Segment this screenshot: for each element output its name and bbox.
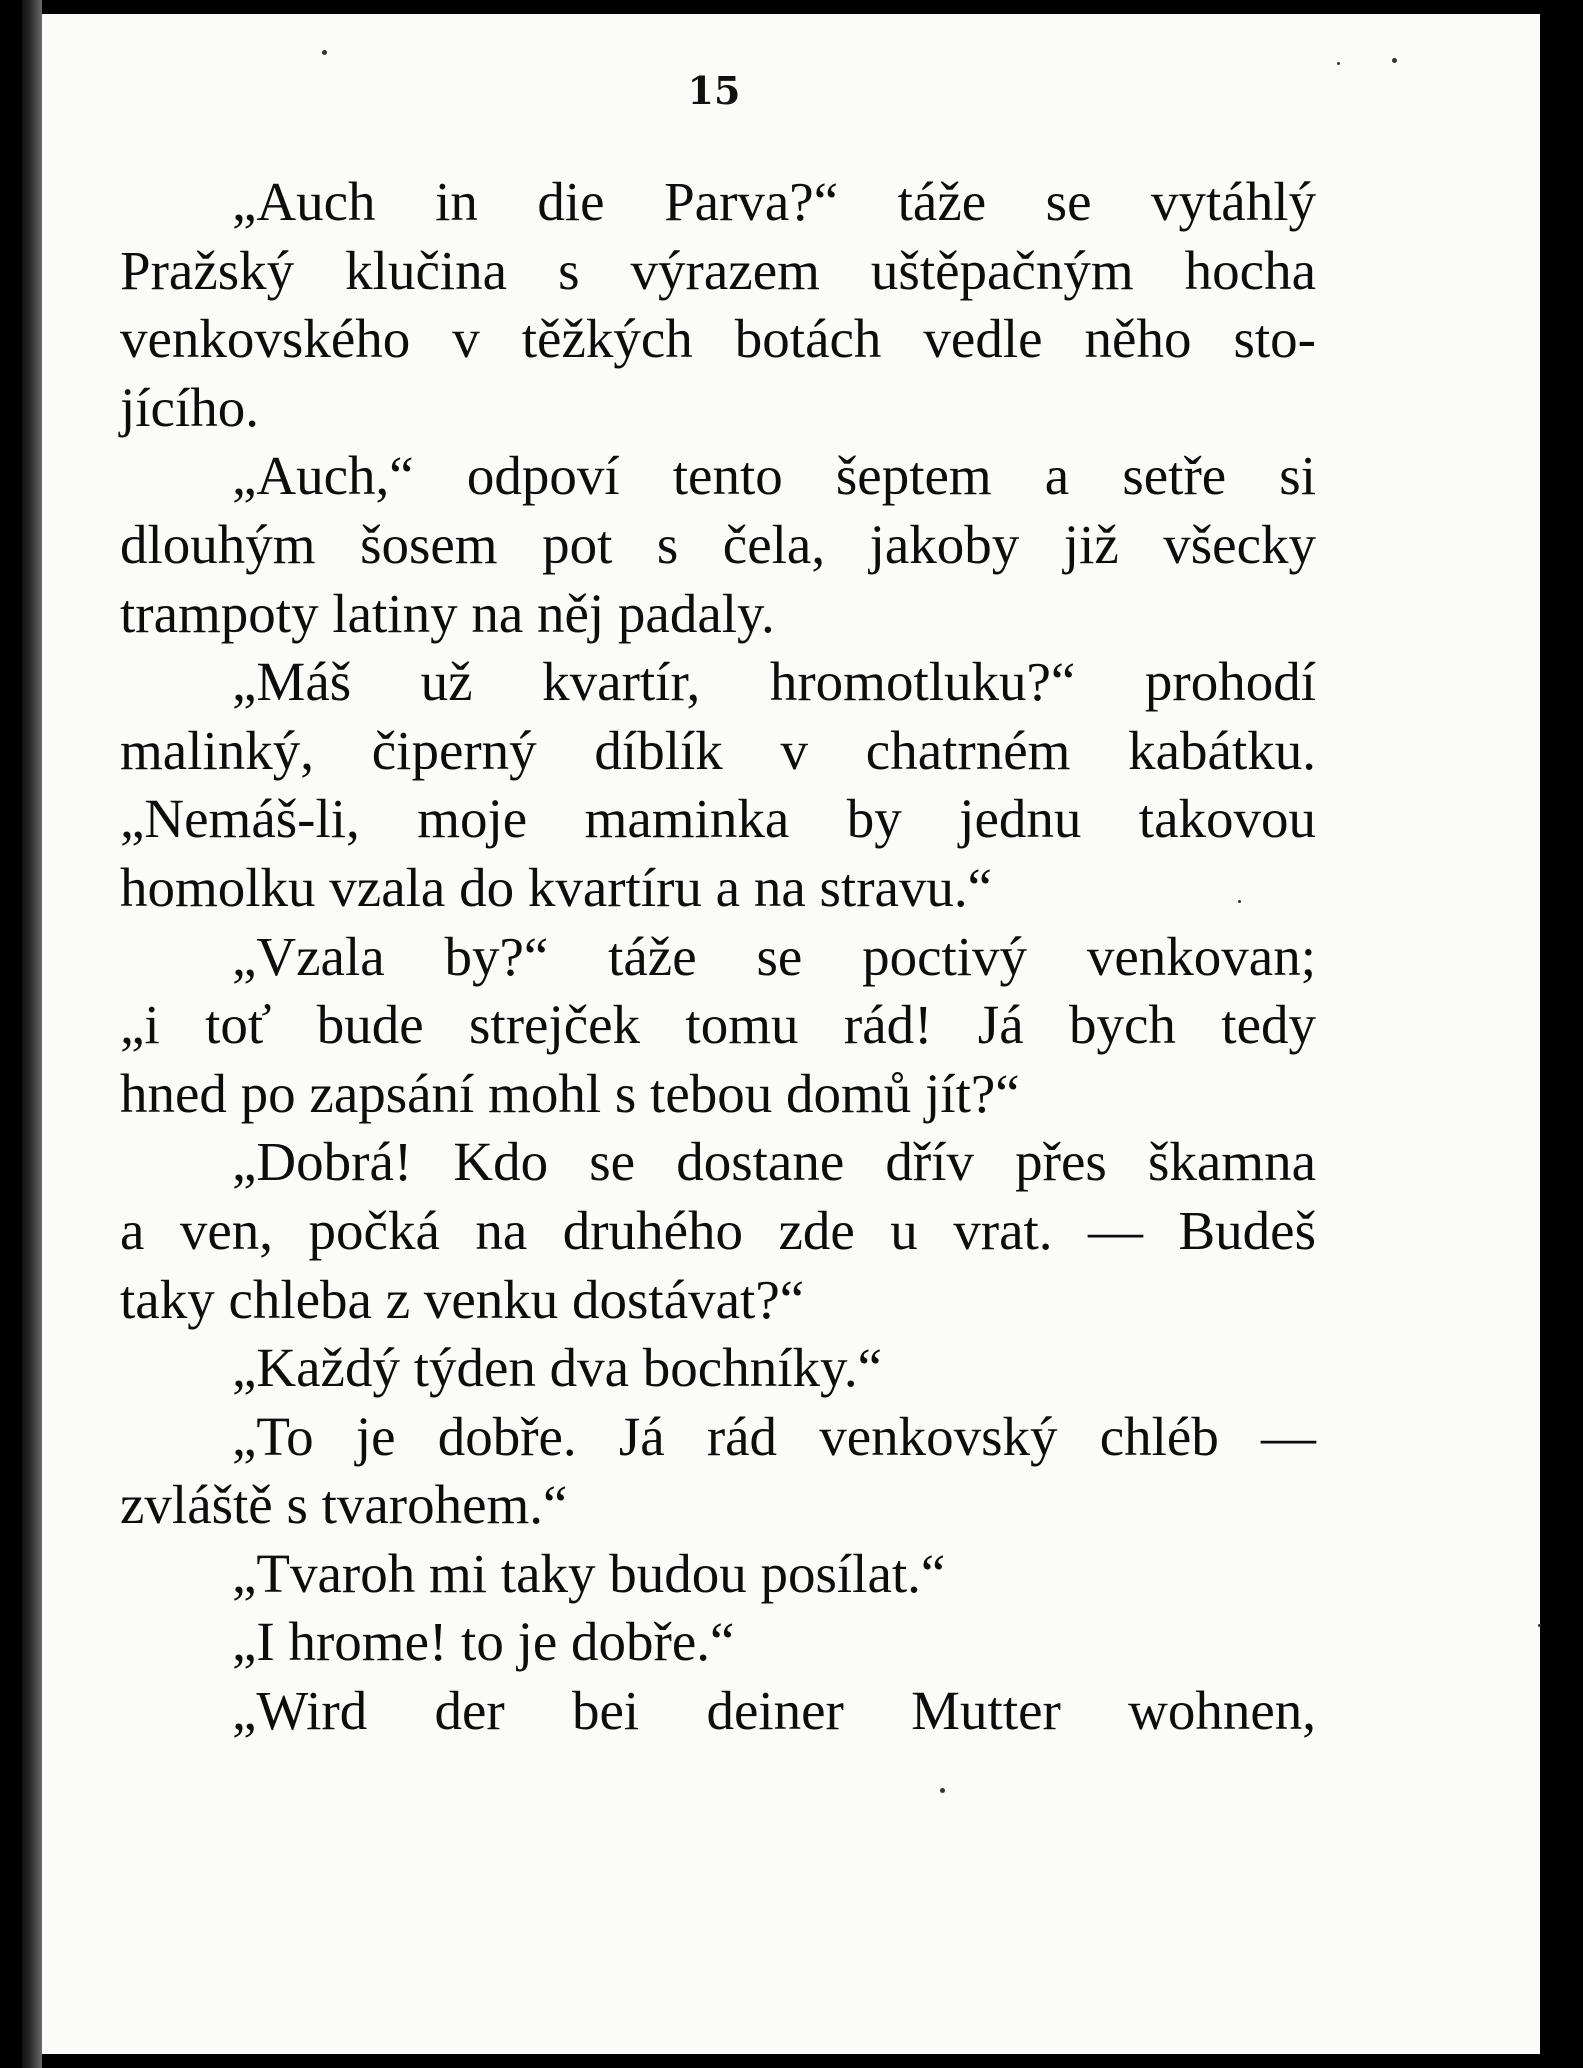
- text-line: „Nemáš-li, moje maminka by jednu takovou: [120, 788, 1316, 850]
- body-text: [120, 168, 1316, 1746]
- book-spine-shadow: [22, 0, 42, 2068]
- text-line: dlouhým šosem pot s čela, jakoby již všecky: [120, 513, 1316, 575]
- paper-speck: [940, 1788, 945, 1793]
- text-line: „Každý týden dva bochníky.“: [232, 1337, 883, 1399]
- text-line: venkovského v těžkých botách vedle něho sto-: [120, 308, 1316, 370]
- text-line: „Tvaroh mi taky budou posílat.“: [232, 1542, 946, 1604]
- text-line: zvláště s tvarohem.“: [120, 1474, 568, 1536]
- text-line: a ven, počká na druhého zde u vrat. — Budeš: [120, 1199, 1316, 1261]
- paper-speck: [1538, 1624, 1541, 1627]
- paper-speck: [322, 50, 327, 55]
- text-line: „i toť bude strejček tomu rád! Já bych tedy: [120, 994, 1316, 1056]
- text-line: „Auch,“ odpoví tento šeptem a setře si: [232, 445, 1316, 507]
- text-line: „Dobrá! Kdo se dostane dřív přes škamna: [232, 1131, 1316, 1193]
- text-line: jícího.: [120, 376, 260, 438]
- paper-speck: [1337, 62, 1340, 65]
- text-line: „Vzala by?“ táže se poctivý venkovan;: [232, 925, 1316, 987]
- paper-speck: [1238, 900, 1241, 903]
- text-line: „Auch in die Parva?“ táže se vytáhlý: [232, 171, 1316, 232]
- text-line: trampoty latiny na něj padaly.: [120, 582, 775, 644]
- text-line: taky chleba z venku dostávat?“: [120, 1268, 805, 1330]
- text-line: „Wird der bei deiner Mutter wohnen,: [232, 1680, 1316, 1742]
- text-line: Pražský klučina s výrazem uštěpačným hocha: [120, 239, 1316, 301]
- text-line: „To je dobře. Já rád venkovský chléb —: [232, 1405, 1316, 1467]
- text-line: malinký, čiperný díblík v chatrném kabátku.: [120, 719, 1316, 781]
- text-line: „I hrome! to je dobře.“: [232, 1611, 735, 1673]
- text-line: „Máš už kvartír, hromotluku?“ prohodí: [232, 651, 1316, 713]
- text-line: hned po zapsání mohl s tebou domů jít?“: [120, 1062, 1020, 1124]
- text-line: homolku vzala do kvartíru a na stravu.“: [120, 856, 993, 918]
- paper-speck: [1392, 58, 1397, 63]
- page-number: 15: [687, 68, 741, 113]
